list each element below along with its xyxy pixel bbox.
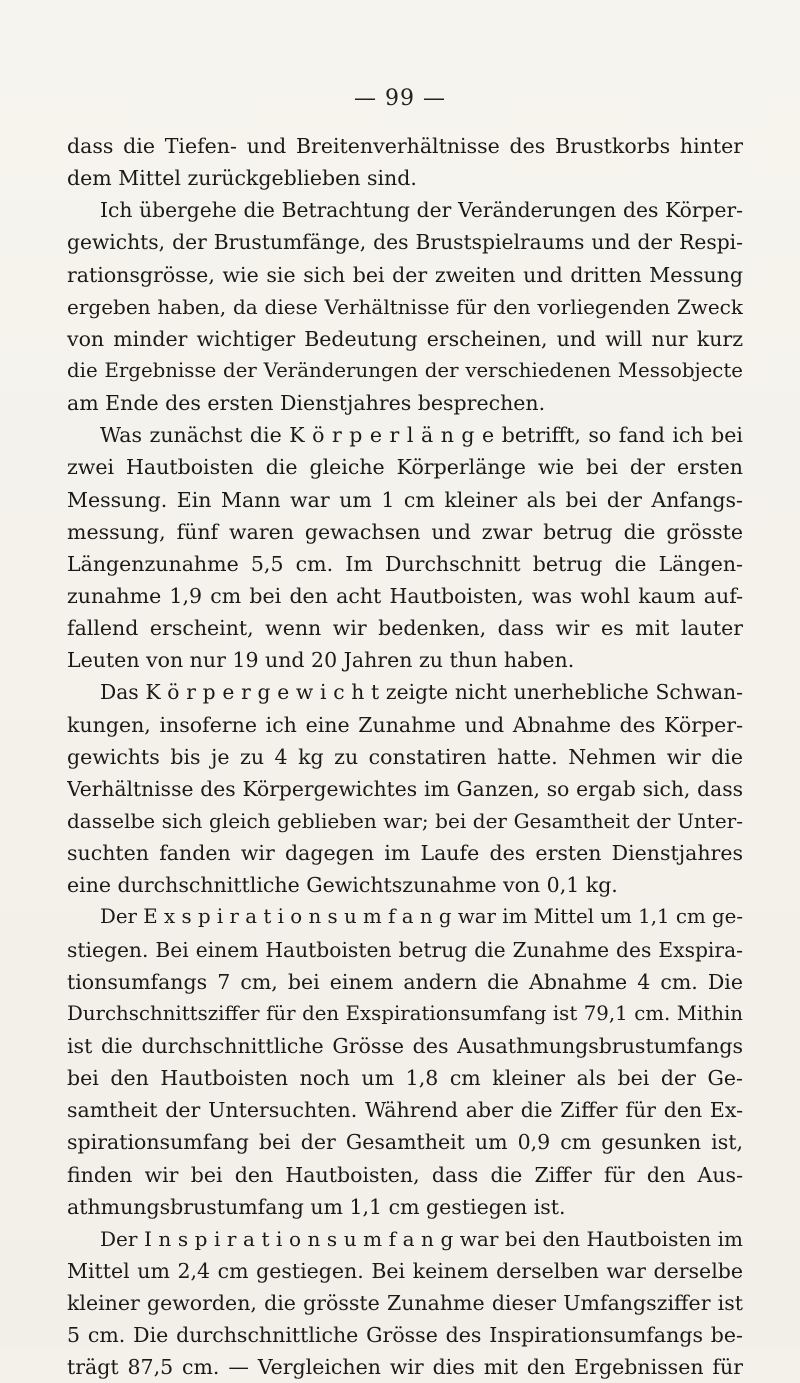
text-line: ergeben haben, da diese Verhältnisse für den vorliegenden Zweck — [67, 294, 743, 319]
text-line: Leuten von nur 19 und 20 Jahren zu thun haben. — [67, 648, 575, 673]
text-line: gewichts, der Brustumfänge, des Brustspielraums und der Respi- — [67, 230, 743, 255]
text-line: gewichts bis je zu 4 kg zu constatiren hatte. Nehmen wir die — [67, 744, 743, 769]
text-line: rationsgrösse, wie sie sich bei der zweiten und dritten Messung — [67, 262, 743, 287]
text-line: von minder wichtiger Bedeutung erscheinen, und will nur kurz — [67, 326, 743, 351]
text-line: Das K ö r p e r g e w i c h t zeigte nicht unerhebliche Schwan- — [100, 680, 743, 705]
text-line: kungen, insoferne ich eine Zunahme und Abnahme des Körper- — [67, 712, 743, 737]
text-line: Ich übergehe die Betrachtung der Veränderungen des Körper- — [100, 198, 743, 223]
text-line: finden wir bei den Hautboisten, dass die Ziffer für den Aus- — [67, 1162, 743, 1187]
text-line: Längenzunahme 5,5 cm. Im Durchschnitt betrug die Längen- — [67, 551, 743, 576]
text-line: ist die durchschnittliche Grösse des Ausathmungsbrustumfangs — [67, 1033, 743, 1058]
text-line: messung, fünf waren gewachsen und zwar betrug die grösste — [67, 519, 743, 544]
text-line: Was zunächst die K ö r p e r l ä n g e betrifft, so fand ich bei — [100, 423, 743, 448]
text-line: Der E x s p i r a t i o n s u m f a n g war im Mittel um 1,1 cm ge- — [100, 905, 743, 929]
text-line: Der I n s p i r a t i o n s u m f a n g war bei den Hautboisten im — [100, 1226, 743, 1251]
text-line: kleiner geworden, die grösste Zunahme dieser Umfangsziffer ist — [67, 1291, 743, 1316]
text-line: tionsumfangs 7 cm, bei einem andern die Abnahme 4 cm. Die — [67, 969, 743, 994]
text-line: dem Mittel zurückgeblieben sind. — [67, 166, 417, 191]
text-line: stiegen. Bei einem Hautboisten betrug die Zunahme des Exspira- — [67, 937, 743, 962]
text-line: dass die Tiefen- und Breitenverhältnisse des Brustkorbs hinter — [67, 134, 743, 158]
text-line: Durchschnittsziffer für den Exspirationsumfang ist 79,1 cm. Mithin — [67, 1001, 743, 1025]
text-line: samtheit der Untersuchten. Während aber die Ziffer für den Ex- — [67, 1098, 743, 1123]
text-line: spirationsumfang bei der Gesamtheit um 0,9 cm gesunken ist, — [67, 1130, 743, 1155]
text-line: bei den Hautboisten noch um 1,8 cm kleiner als bei der Ge- — [67, 1066, 743, 1091]
text-line: die Ergebnisse der Veränderungen der verschiedenen Messobjecte — [67, 358, 743, 382]
text-line: Messung. Ein Mann war um 1 cm kleiner als bei der Anfangs- — [67, 487, 743, 512]
text-line: trägt 87,5 cm. — Vergleichen wir dies mit den Ergebnissen für — [67, 1355, 743, 1380]
text-line: fallend erscheint, wenn wir bedenken, dass wir es mit lauter — [67, 616, 743, 641]
page-number: — 99 — — [354, 86, 446, 111]
text-line: Mittel um 2,4 cm gestiegen. Bei keinem derselben war derselbe — [67, 1258, 743, 1283]
text-line: dasselbe sich gleich geblieben war; bei der Gesamtheit der Unter- — [67, 808, 743, 833]
text-line: athmungsbrustumfang um 1,1 cm gestiegen ist. — [67, 1194, 566, 1219]
body-text — [67, 130, 743, 1383]
text-line: zwei Hautboisten die gleiche Körperlänge wie bei der ersten — [67, 455, 743, 480]
text-line: am Ende des ersten Dienstjahres besprechen. — [67, 391, 546, 416]
text-line: Verhältnisse des Körpergewichtes im Ganzen, so ergab sich, dass — [67, 776, 743, 801]
text-line: eine durchschnittliche Gewichtszunahme von 0,1 kg. — [67, 873, 618, 898]
text-line: zunahme 1,9 cm bei den acht Hautboisten, was wohl kaum auf- — [67, 583, 743, 608]
text-line: suchten fanden wir dagegen im Laufe des ersten Dienstjahres — [67, 841, 743, 866]
text-line: 5 cm. Die durchschnittliche Grösse des Inspirationsumfangs be- — [67, 1323, 743, 1348]
